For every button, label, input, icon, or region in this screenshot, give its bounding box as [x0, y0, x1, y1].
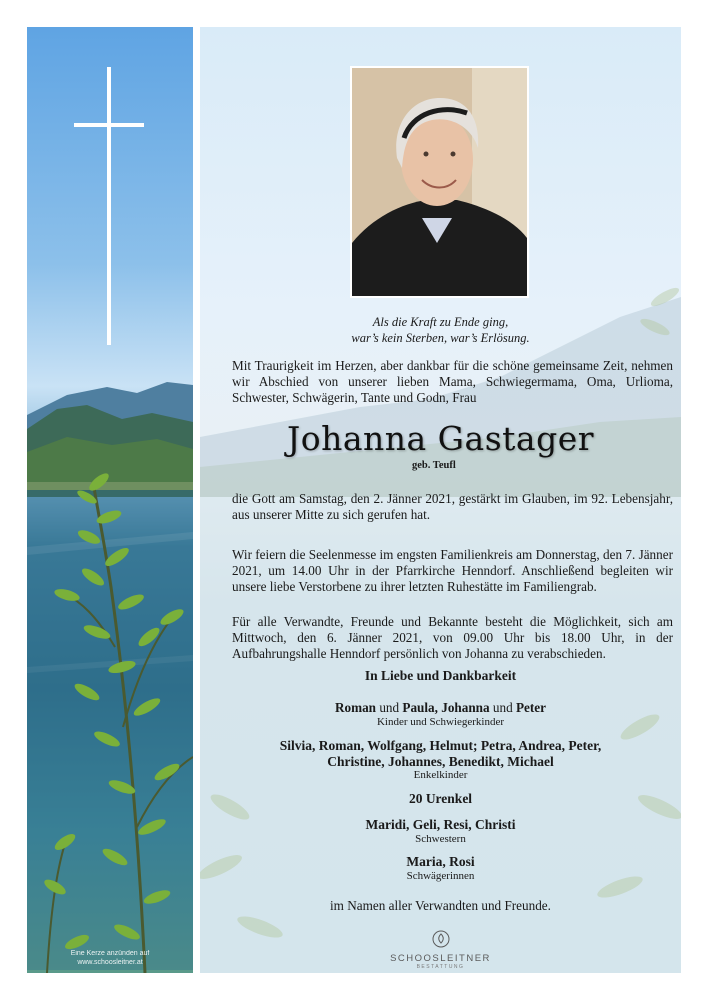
- mourners-heading: In Liebe und Dankbarkeit: [364, 668, 517, 683]
- conjunction: und: [376, 700, 403, 715]
- intro-paragraph: Mit Traurigkeit im Herzen, aber dankbar für die schöne gemeinsame Zeit, nehmen wir Abschied von unserer lieben Mama, Schwiegermama, Oma, Urlioma, Schwester, Schwägerin, Tante und Godn, Frau: [232, 358, 673, 405]
- children-names: [200, 700, 681, 716]
- farewell-paragraph: Für alle Verwandte, Freunde und Bekannte besteht die Möglichkeit, sich am Mittwoch, den 6. Jänner 2021, von 09.00 Uhr bis 18.00 Uhr, in der Aufbahrungshalle Henndorf persönlich von Johanna zu verabschieden.: [232, 614, 673, 661]
- portrait-photo: [350, 66, 529, 298]
- cross-icon: [27, 27, 193, 973]
- portrait-image: [352, 68, 527, 296]
- closing-line: im Namen aller Verwandten und Freunde.: [330, 898, 551, 913]
- sisters-in-law-names: Maria, Rosi: [406, 854, 475, 869]
- great-grandchildren: 20 Urenkel: [408, 791, 473, 806]
- child-name: Roman: [334, 700, 377, 715]
- candle-note-line1: Eine Kerze anzünden auf: [70, 950, 150, 957]
- sisters-names: Maridi, Geli, Resi, Christi: [365, 817, 516, 832]
- sisters-role: Schwestern: [415, 833, 466, 845]
- landscape-photo-strip: [27, 27, 193, 973]
- logo-wordmark: SCHOOSLEITNER: [390, 953, 491, 964]
- candle-note[interactable]: [27, 949, 193, 967]
- sisters-in-law-role: Schwägerinnen: [406, 870, 475, 882]
- deceased-name: Johanna Gastager: [286, 419, 595, 458]
- motto: [200, 314, 681, 346]
- child-name: Peter: [515, 700, 546, 715]
- logo-tagline: BESTATTUNG: [416, 964, 465, 970]
- funeral-home-logo: [200, 930, 681, 970]
- grandchildren-line2: Christine, Johannes, Benedikt, Michael: [327, 754, 554, 769]
- grandchildren-line1: Silvia, Roman, Wolfgang, Helmut; Petra, Andrea, Peter,: [279, 738, 602, 753]
- motto-line2: war’s kein Sterben, war’s Erlösung.: [351, 331, 530, 345]
- passing-paragraph: die Gott am Samstag, den 2. Jänner 2021, gestärkt im Glauben, im 92. Lebensjahr, aus unserer Mitte zu sich gerufen hat.: [232, 491, 673, 522]
- mass-paragraph: Wir feiern die Seelenmesse im engsten Familienkreis am Donnerstag, den 7. Jänner 2021, um 14.00 Uhr in der Pfarrkirche Henndorf. Anschließend begleiten wir unsere liebe Verstorbene zu ihrer letzten Ruhestätte im Familiengrab.: [232, 547, 673, 594]
- child-name: Paula, Johanna: [402, 700, 490, 715]
- conjunction: und: [489, 700, 516, 715]
- maiden-name: geb. Teufl: [412, 460, 456, 471]
- logo-emblem-icon: [432, 930, 450, 948]
- grandchildren-role: Enkelkinder: [413, 769, 468, 781]
- candle-note-url[interactable]: www.schoosleitner.at: [77, 959, 143, 966]
- motto-line1: Als die Kraft zu Ende ging,: [372, 315, 509, 329]
- obituary-panel: [200, 27, 681, 973]
- children-role: Kinder und Schwiegerkinder: [376, 716, 505, 728]
